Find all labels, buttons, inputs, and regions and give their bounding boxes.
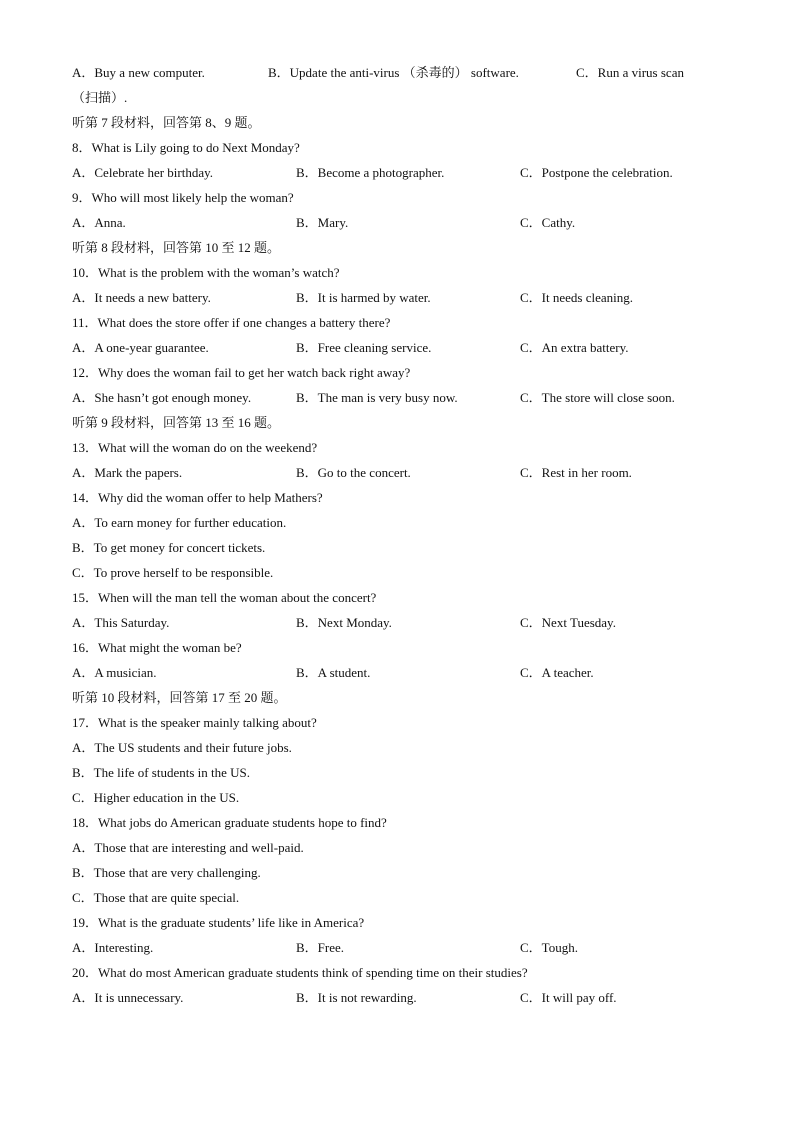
options-row: [72, 335, 722, 360]
option-b: B．It is harmed by water.: [296, 290, 431, 305]
text-line: 17．What is the speaker mainly talking about?: [72, 715, 317, 730]
option-c: C．Tough.: [520, 940, 578, 955]
text-line: A．To earn money for further education.: [72, 515, 287, 530]
options-row: [72, 660, 722, 685]
option-b: B．Go to the concert.: [296, 465, 411, 480]
text-line: 8．What is Lily going to do Next Monday?: [72, 140, 300, 155]
option-c: C．It will pay off.: [520, 990, 617, 1005]
text-line: 听第 7 段材料，回答第 8、9 题。: [72, 115, 261, 130]
text-line: 听第 10 段材料，回答第 17 至 20 题。: [72, 690, 287, 705]
text-line: 20．What do most American graduate students think of spending time on their studies?: [72, 965, 528, 980]
option-a: A．Mark the papers.: [72, 465, 183, 480]
option-a: A．It needs a new battery.: [72, 290, 211, 305]
text-line: 15．When will the man tell the woman about the concert?: [72, 590, 377, 605]
text-line: 10．What is the problem with the woman’s watch?: [72, 265, 340, 280]
option-c: C．Cathy.: [520, 215, 576, 230]
options-row: [72, 610, 722, 635]
options-row: [72, 60, 722, 85]
option-a: A．Buy a new computer.: [72, 65, 205, 80]
options-row: [72, 160, 722, 185]
text-line: C．To prove herself to be responsible.: [72, 565, 274, 580]
text-line: 16．What might the woman be?: [72, 640, 242, 655]
text-line: 13．What will the woman do on the weekend?: [72, 440, 318, 455]
text-line: 听第 8 段材料，回答第 10 至 12 题。: [72, 240, 281, 255]
text-line: 14．Why did the woman offer to help Mathers?: [72, 490, 323, 505]
option-a: A．Interesting.: [72, 940, 154, 955]
text-line: C．Those that are quite special.: [72, 890, 240, 905]
option-b: B．Next Monday.: [296, 615, 392, 630]
option-a: A．This Saturday.: [72, 615, 170, 630]
options-row: [72, 935, 722, 960]
text-line: 18．What jobs do American graduate students hope to find?: [72, 815, 387, 830]
option-c: C．An extra battery.: [520, 340, 629, 355]
option-b: B．Free.: [296, 940, 345, 955]
text-line: 听第 9 段材料，回答第 13 至 16 题。: [72, 415, 281, 430]
option-b: B．It is not rewarding.: [296, 990, 417, 1005]
text-line: 12．Why does the woman fail to get her watch back right away?: [72, 365, 411, 380]
options-row: [72, 460, 722, 485]
option-c: C．The store will close soon.: [520, 390, 675, 405]
option-c: C．Run a virus scan: [576, 65, 684, 80]
text-line: A．Those that are interesting and well-paid.: [72, 840, 304, 855]
option-c: C．A teacher.: [520, 665, 594, 680]
text-line: 11．What does the store offer if one changes a battery there?: [72, 315, 391, 330]
text-line: （扫描）.: [72, 90, 128, 105]
text-line: C．Higher education in the US.: [72, 790, 240, 805]
option-c: C．It needs cleaning.: [520, 290, 633, 305]
option-b: B．A student.: [296, 665, 371, 680]
options-row: [72, 985, 722, 1010]
option-c: C．Postpone the celebration.: [520, 165, 673, 180]
option-b: B．The man is very busy now.: [296, 390, 458, 405]
options-row: [72, 210, 722, 235]
option-b: B．Mary.: [296, 215, 349, 230]
option-b: B．Become a photographer.: [296, 165, 445, 180]
option-a: A．A one-year guarantee.: [72, 340, 209, 355]
option-c: C．Rest in her room.: [520, 465, 632, 480]
options-row: [72, 285, 722, 310]
text-line: B．The life of students in the US.: [72, 765, 251, 780]
text-line: B．To get money for concert tickets.: [72, 540, 266, 555]
option-b: B．Update the anti-virus （杀毒的） software.: [268, 65, 519, 80]
options-row: [72, 385, 722, 410]
option-a: A．She hasn’t got enough money.: [72, 390, 252, 405]
option-a: A．It is unnecessary.: [72, 990, 184, 1005]
option-a: A．Celebrate her birthday.: [72, 165, 214, 180]
text-line: 9．Who will most likely help the woman?: [72, 190, 294, 205]
option-a: A．Anna.: [72, 215, 126, 230]
option-a: A．A musician.: [72, 665, 157, 680]
option-b: B．Free cleaning service.: [296, 340, 432, 355]
option-c: C．Next Tuesday.: [520, 615, 616, 630]
text-line: B．Those that are very challenging.: [72, 865, 261, 880]
text-line: A．The US students and their future jobs.: [72, 740, 292, 755]
text-line: 19．What is the graduate students’ life like in America?: [72, 915, 365, 930]
